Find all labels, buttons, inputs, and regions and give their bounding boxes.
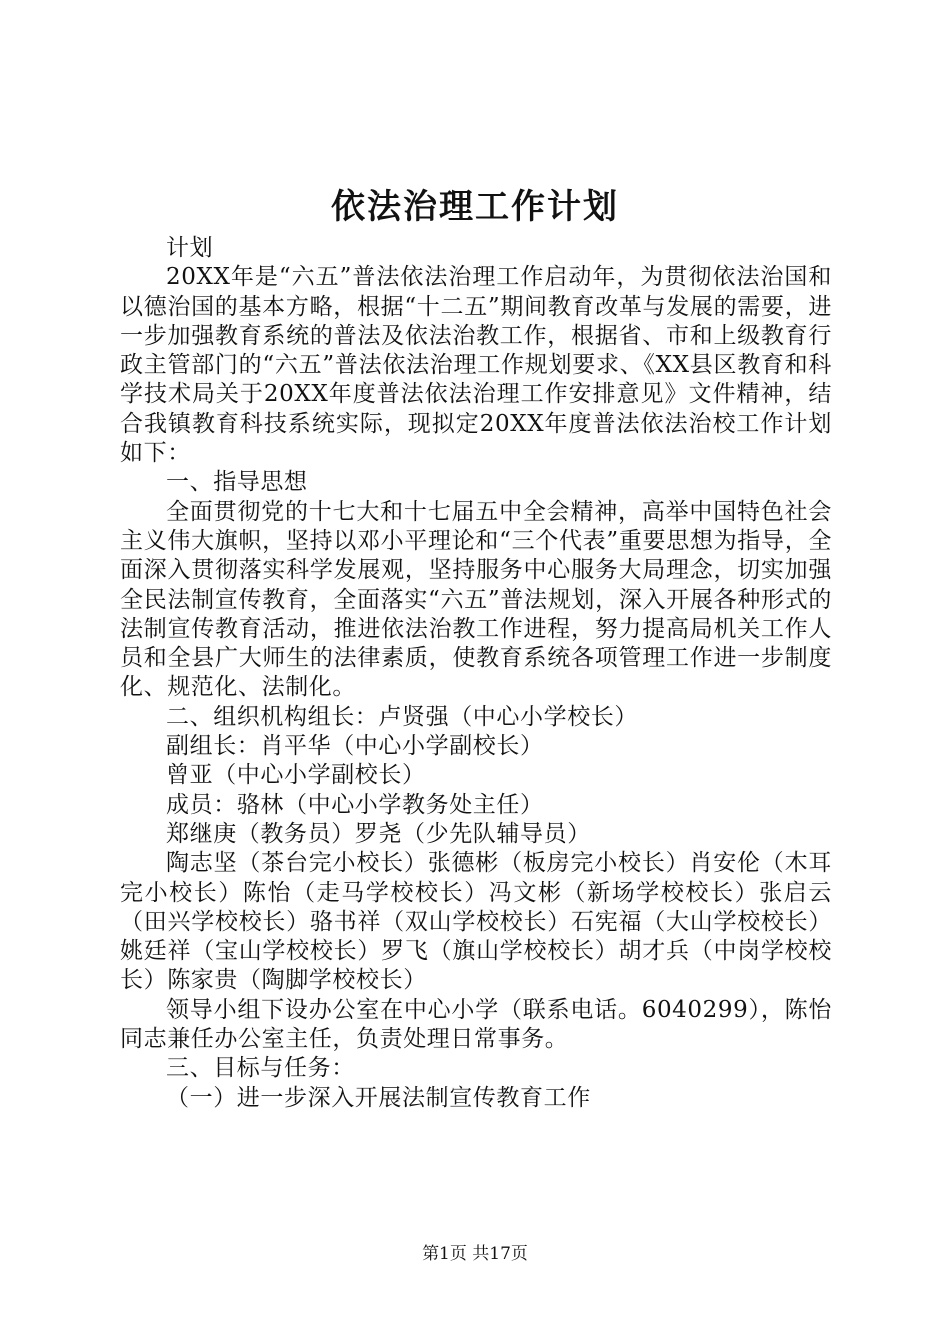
section-heading: 一、指导思想 xyxy=(166,469,308,496)
section-heading: 三、目标与任务： xyxy=(166,1055,355,1082)
document-body xyxy=(120,234,832,1113)
paragraph: 成员：骆林（中心小学教务处主任） xyxy=(166,791,544,818)
paragraph: 副组长：肖平华（中心小学副校长） xyxy=(166,733,544,760)
page-number: 第1页 共17页 xyxy=(422,1244,528,1264)
paragraph: 全面贯彻党的十七大和十七届五中全会精神，高举中国特色社会主义伟大旗帜，坚持以邓小平理论和“三个代表”重要思想为指导，全面深入贯彻落实科学发展观，坚持服务中心服务大局理念，切实加强全民法制宣传教育，全面落实“六五”普法规划，深入开展各种形式的法制宣传教育活动，推进依法治教工作进程，努力提高局机关工作人员和全县广大师生的法律素质，使教育系统各项管理工作进一步制度化、规范化、法制化。 xyxy=(120,498,832,701)
paragraph: 曾亚（中心小学副校长） xyxy=(166,762,426,789)
paragraph: 陶志坚（茶台完小校长）张德彬（板房完小校长）肖安伦（木耳完小校长）陈怡（走马学校校长）冯文彬（新场学校校长）张启云（田兴学校校长）骆书祥（双山学校校长）石宪福（大山学校校长）姚廷祥（宝山学校校长）罗飞（旗山学校校长）胡才兵（中岗学校校长）陈家贵（陶脚学校校长） xyxy=(120,850,832,994)
paragraph: 郑继庚（教务员）罗尧（少先队辅导员） xyxy=(166,820,591,847)
document-title: 依法治理工作计划 xyxy=(331,187,619,227)
subsection-heading: （一）进一步深入开展法制宣传教育工作 xyxy=(166,1084,591,1111)
paragraph: 20XX年是“六五”普法依法治理工作启动年，为贯彻依法治国和以德治国的基本方略，根据“十二五”期间教育改革与发展的需要，进一步加强教育系统的普法及依法治教工作，根据省、市和上级教育行政主管部门的“六五”普法依法治理工作规划要求、《XX县区教育和科学技术局关于20XX年度普法依法治理工作安排意见》文件精神，结合我镇教育科技系统实际，现拟定20XX年度普法依法治校工作计划如下： xyxy=(120,264,832,467)
paragraph: 计划 xyxy=(166,235,214,261)
section-heading: 二、组织机构组长：卢贤强（中心小学校长） xyxy=(166,703,638,730)
paragraph: 领导小组下设办公室在中心小学（联系电话。6040299），陈怡同志兼任办公室主任，负责处理日常事务。 xyxy=(120,996,832,1053)
